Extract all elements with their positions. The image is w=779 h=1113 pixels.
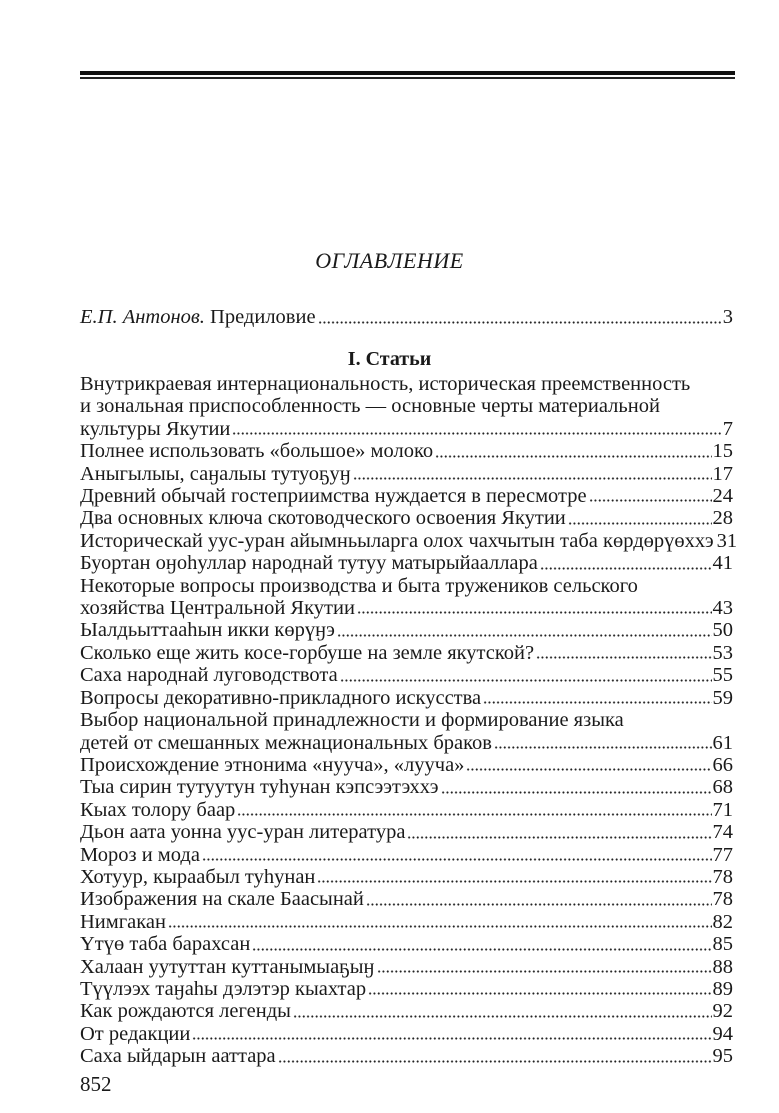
section-heading: I. Статьи <box>347 348 432 370</box>
entry-page: 74 <box>712 821 733 844</box>
dot-leader <box>483 701 711 704</box>
entry-title: Полнее использовать «большое» молоко <box>80 440 434 463</box>
toc-entry[interactable] <box>80 373 733 440</box>
toc-entry[interactable] <box>80 507 733 529</box>
entry-title: и зональная приспособленность — основные черты материальной <box>80 395 660 418</box>
entry-page: 50 <box>712 619 733 642</box>
entry-title: Ыалдьыттааһын икки көрүӈэ <box>80 619 335 642</box>
entry-page: 53 <box>712 641 733 664</box>
dot-leader <box>536 656 711 659</box>
dot-leader <box>568 522 712 525</box>
entry-page: 68 <box>712 776 733 799</box>
dot-leader <box>252 948 711 951</box>
entry-title: Древний обычай гостеприимства нуждается в пересмотре <box>80 485 587 508</box>
entry-page: 61 <box>712 731 733 754</box>
entry-page: 94 <box>712 1022 733 1045</box>
toc-entry[interactable] <box>80 844 733 866</box>
dot-leader <box>435 455 711 458</box>
entry-title: Происхождение этнонима «нууча», «лууча» <box>80 753 465 776</box>
toc-entry[interactable] <box>80 776 733 798</box>
toc-entry[interactable] <box>80 463 733 485</box>
dot-leader <box>168 925 712 928</box>
toc-entry[interactable] <box>80 529 738 552</box>
entry-page: 92 <box>712 1000 733 1023</box>
toc-entry[interactable] <box>80 552 733 574</box>
toc-entry[interactable] <box>80 978 733 1000</box>
toc-title: ОГЛАВЛЕНИЕ <box>315 248 464 273</box>
header-rule <box>80 71 735 75</box>
dot-leader <box>317 880 711 883</box>
entry-page: 3 <box>722 306 733 328</box>
entry-page: 28 <box>712 507 733 530</box>
entry-title: Түүлээх таӈаһы дэлэтэр кыахтар <box>80 977 367 1000</box>
dot-leader <box>540 567 712 570</box>
entry-page: 17 <box>712 462 733 485</box>
toc-entries <box>80 373 738 1068</box>
entry-page: 7 <box>722 417 733 440</box>
dot-leader <box>357 611 712 614</box>
entry-page: 55 <box>712 664 733 687</box>
dot-leader <box>368 992 711 995</box>
entry-page: 41 <box>712 552 733 575</box>
dot-leader <box>232 432 721 435</box>
dot-leader <box>441 791 712 794</box>
dot-leader <box>202 858 712 861</box>
entry-title: Халаан уутуттан куттанымыаҕыӈ <box>80 955 375 978</box>
entry-title: детей от смешанных межнациональных браков <box>80 731 492 754</box>
entry-title: Мороз и мода <box>80 843 200 866</box>
entry-title: Предиловие <box>204 306 316 328</box>
toc-entry[interactable] <box>80 821 733 843</box>
entry-title: Нимгакан <box>80 910 166 933</box>
toc-entry-preface[interactable] <box>80 306 733 329</box>
entry-page: 43 <box>712 597 733 620</box>
dot-leader <box>466 768 711 771</box>
entry-title: Саха ыйдарын ааттара <box>80 1045 276 1068</box>
toc-entry[interactable] <box>80 709 733 754</box>
entry-title: Саха народнай луговодствота <box>80 664 338 687</box>
entry-page: 77 <box>712 843 733 866</box>
toc-entry[interactable] <box>80 664 733 686</box>
toc-entry[interactable] <box>80 888 733 910</box>
toc-entry[interactable] <box>80 440 733 462</box>
toc-entry[interactable] <box>80 956 733 978</box>
entry-title: хозяйства Центральной Якутии <box>80 597 355 620</box>
toc-entry[interactable] <box>80 485 733 507</box>
toc-entry[interactable] <box>80 619 733 641</box>
dot-leader <box>278 1060 712 1063</box>
toc-entry[interactable] <box>80 642 733 664</box>
dot-leader <box>353 477 712 480</box>
toc-entry[interactable] <box>80 1045 733 1067</box>
page-number: 852 <box>80 1072 112 1096</box>
entry-title: Дьон аата уонна уус-уран литература <box>80 821 406 844</box>
entry-page: 85 <box>712 933 733 956</box>
entry-page: 15 <box>712 440 733 463</box>
dot-leader <box>377 970 712 973</box>
dot-leader <box>589 499 712 502</box>
entry-page: 31 <box>716 529 738 552</box>
entry-title: Аныгылыы, саӈалыы тутуоҕуӈ <box>80 462 351 485</box>
toc-entry[interactable] <box>80 933 733 955</box>
entry-page: 66 <box>712 753 733 776</box>
dot-leader <box>337 634 712 637</box>
toc-entry[interactable] <box>80 1000 733 1022</box>
dot-leader <box>192 1037 711 1040</box>
entry-title: Буортан оӈоһуллар народнай тутуу матырыйааллара <box>80 552 538 575</box>
entry-title: Внутрикраевая интернациональность, историческая преемственность <box>80 373 691 395</box>
entry-page: 95 <box>712 1045 733 1068</box>
entry-page: 71 <box>712 798 733 821</box>
entry-title: Историческай уус-уран айымньыларга олох чахчытын таба көрдөрүөххэ <box>80 529 714 552</box>
entry-title: Как рождаются легенды <box>80 1000 291 1023</box>
entry-title: Үтүө таба барахсан <box>80 933 251 956</box>
entry-page: 78 <box>712 865 733 888</box>
entry-title: Некоторые вопросы производства и быта тружеников сельского <box>80 574 638 597</box>
dot-leader <box>366 903 712 906</box>
dot-leader <box>494 746 712 749</box>
toc-entry[interactable] <box>80 575 733 620</box>
entry-page: 59 <box>712 686 733 709</box>
entry-title: Вопросы декоративно-прикладного искусства <box>80 686 482 709</box>
entry-page: 78 <box>712 888 733 911</box>
header-rule-thin <box>80 77 735 79</box>
entry-title: культуры Якутии <box>80 417 231 440</box>
dot-leader <box>407 836 711 839</box>
toc-entry[interactable] <box>80 687 733 709</box>
entry-title: Выбор национальной принадлежности и формирование языка <box>80 709 624 732</box>
toc-entry[interactable] <box>80 799 733 821</box>
entry-page: 82 <box>712 910 733 933</box>
entry-title: От редакции <box>80 1022 191 1045</box>
entry-page: 88 <box>712 955 733 978</box>
toc-entry[interactable] <box>80 754 733 776</box>
toc-entry[interactable] <box>80 866 733 888</box>
toc-entry[interactable] <box>80 1023 733 1045</box>
dot-leader <box>293 1015 712 1018</box>
entry-title: Хотуур, кыраабыл туһунан <box>80 865 316 888</box>
dot-leader <box>237 813 711 816</box>
dot-leader <box>340 679 712 682</box>
dot-leader <box>318 321 722 324</box>
entry-author: Е.П. Антонов. <box>80 306 205 328</box>
entry-title: Тыа сирин тутуутун туһунан кэпсээтэххэ <box>80 776 439 799</box>
entry-title: Кыах толору баар <box>80 798 236 821</box>
entry-title: Изображения на скале Баасынай <box>80 888 364 911</box>
entry-title: Сколько еще жить косе-горбуше на земле якутской? <box>80 641 535 664</box>
entry-page: 24 <box>712 485 733 508</box>
toc-entry[interactable] <box>80 911 733 933</box>
entry-title: Два основных ключа скотоводческого освоения Якутии <box>80 507 566 530</box>
entry-page: 89 <box>712 977 733 1000</box>
